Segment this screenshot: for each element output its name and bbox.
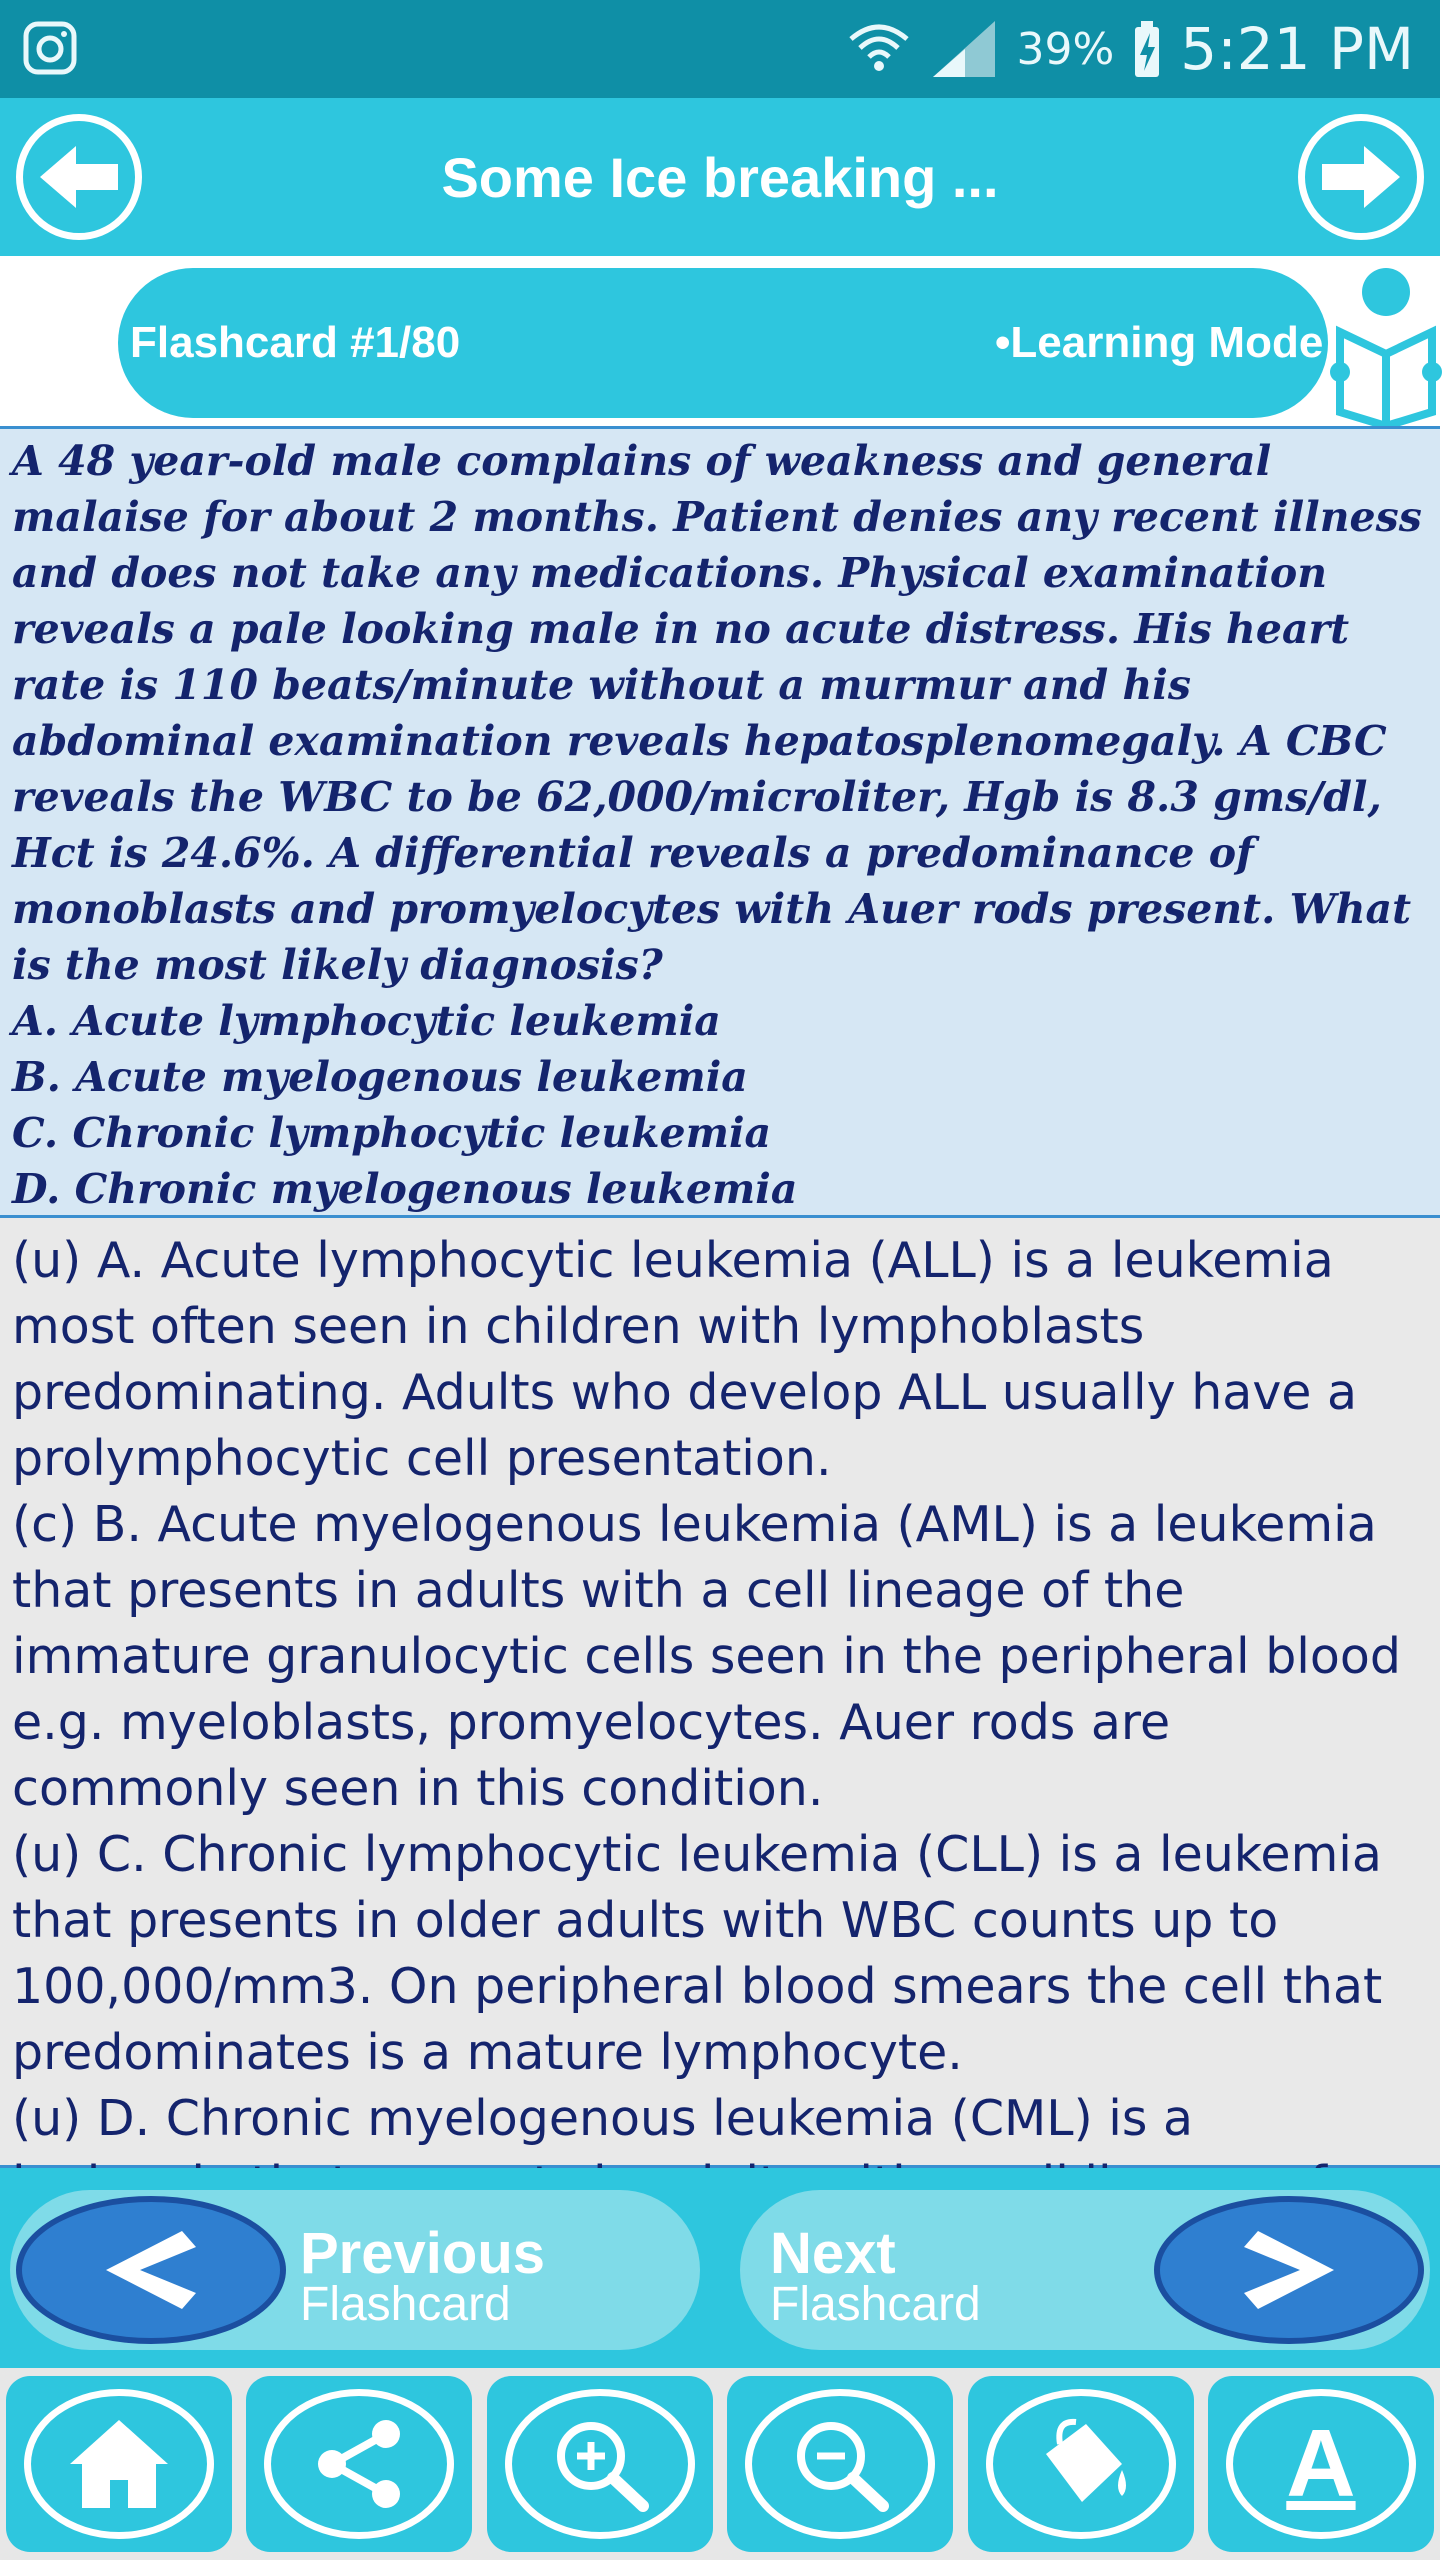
option-c: C. Chronic lymphocytic leukemia: [12, 1109, 772, 1157]
theme-color-button[interactable]: [968, 2376, 1194, 2552]
previous-arrow-oval: [16, 2196, 286, 2344]
font-icon: A: [1286, 2410, 1356, 2517]
clock: 5:21 PM: [1180, 15, 1414, 83]
home-icon: [64, 2414, 174, 2514]
option-b: B. Acute myelogenous leukemia: [12, 1053, 748, 1101]
explanation-d: (u) D. Chronic myelogenous leukemia (CML) is a: [12, 2090, 1194, 2147]
option-d: D. Chronic myelogenous leukemia: [12, 1165, 798, 1213]
explanation-b: (c) B. Acute myelogenous leukemia (AML) is a leukemia that presents in adults with a cell lineage of the immature granulocytic cells seen in the peripheral blood e.g. myeloblasts, promyelocytes. Auer rods are commonly seen in this condition.: [12, 1496, 1401, 1817]
font-size-button-ring: [1226, 2389, 1416, 2539]
zoom-in-icon: [545, 2414, 655, 2514]
chevron-left-icon: [96, 2225, 206, 2315]
font-size-button[interactable]: [1208, 2376, 1434, 2552]
previous-label: [300, 2221, 545, 2331]
battery-charging-icon: [1132, 19, 1162, 79]
question-stem: A 48 year-old male complains of weakness and general malaise for about 2 months. Patient denies any recent illness and does not take any medications. Physical examination reveals a pale looking male in no acute distress. His heart rate is 110 beats/minute without a murmur and his abdominal examination reveals hepatosplenomegaly. A CBC reveals the WBC to be 62,000/microliter, Hgb is 8.3 gms/dl, Hct is 24.6%. A differential reveals a predominance of monoblasts and promyelocytes with Auer rods present. What is the most likely diagnosis?: [12, 437, 1422, 989]
title-bar: [0, 98, 1440, 256]
chevron-right-icon: [1234, 2225, 1344, 2315]
flashcard-navigation: [0, 2168, 1440, 2368]
share-button-ring: [264, 2389, 454, 2539]
next-label: [770, 2221, 981, 2331]
arrow-right-icon: [1318, 142, 1404, 212]
home-button[interactable]: [6, 2376, 232, 2552]
zoom-out-button-ring: [745, 2389, 935, 2539]
next-label-small: Flashcard: [770, 2278, 981, 2331]
explanation-a: (u) A. Acute lymphocytic leukemia (ALL) is a leukemia most often seen in children with lymphoblasts predominating. Adults who develop ALL usually have a prolymphocytic cell presentation.: [12, 1232, 1358, 1487]
page-title: Some Ice breaking ...: [441, 145, 999, 209]
zoom-in-button-ring: [505, 2389, 695, 2539]
previous-label-big: Previous: [300, 2221, 545, 2286]
home-button-ring: [24, 2389, 214, 2539]
battery-percentage: 39%: [1016, 23, 1115, 75]
share-icon: [304, 2414, 414, 2514]
signal-icon: [929, 17, 999, 81]
explanation-c: (u) C. Chronic lymphocytic leukemia (CLL) is a leukemia that presents in older adults with WBC counts up to 100,000/mm3. On peripheral blood smears the cell that predominates is a mature lymphocyte.: [12, 1826, 1383, 2081]
instagram-icon: [22, 20, 78, 76]
theme-color-button-ring: [986, 2389, 1176, 2539]
zoom-out-icon: [785, 2414, 895, 2514]
next-flashcard-button[interactable]: [740, 2190, 1430, 2350]
bottom-toolbar: [0, 2368, 1440, 2560]
previous-flashcard-button[interactable]: [10, 2190, 700, 2350]
previous-label-small: Flashcard: [300, 2278, 511, 2331]
status-bar: [0, 0, 1440, 98]
next-label-big: Next: [770, 2221, 896, 2286]
forward-button[interactable]: [1298, 114, 1424, 240]
flashcard-counter: Flashcard #1/80: [130, 318, 461, 367]
mode-indicator: •Learning Mode: [995, 318, 1324, 367]
wifi-icon: [847, 17, 911, 81]
answer-panel[interactable]: [0, 1218, 1440, 2168]
zoom-in-button[interactable]: [487, 2376, 713, 2552]
next-arrow-oval: [1154, 2196, 1424, 2344]
zoom-out-button[interactable]: [727, 2376, 953, 2552]
question-panel: [0, 426, 1440, 1218]
flashcard-header: [0, 256, 1440, 426]
reader-book-icon[interactable]: [1330, 262, 1442, 426]
option-a: A. Acute lymphocytic leukemia: [12, 997, 721, 1045]
paint-bucket-icon: [1026, 2414, 1136, 2514]
share-button[interactable]: [246, 2376, 472, 2552]
